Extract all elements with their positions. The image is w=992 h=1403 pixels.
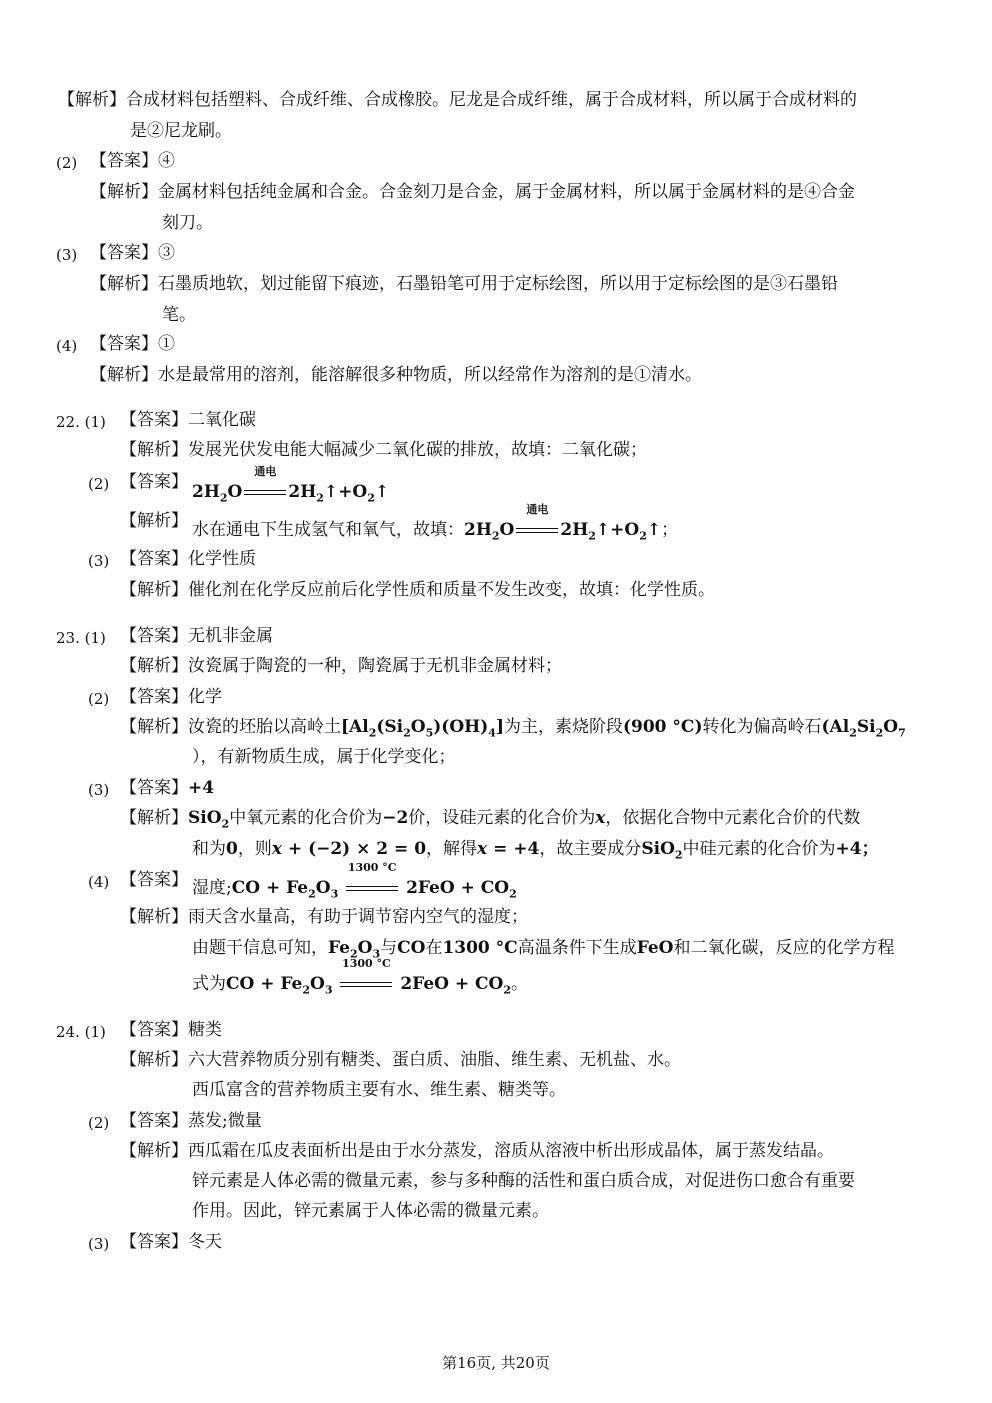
q23-4-number: (4) [88,873,110,891]
q23-4-explanation-line2: 由题干信息可知，$Fe_2O_3$与CO在1300 °C高温条件下生成FeO和二氧化碳，反应的化学方程 [192,938,895,961]
q23-4-answer: 湿度;CO + $Fe_2O_3$ 1300 °C $2FeO + CO_2$ [192,861,517,901]
q22-2-answer [120,471,188,493]
answer-value: +4 [188,778,215,798]
text: 中氧元素的化合价为 [229,808,383,828]
semicolon: ； [661,520,679,540]
q24-1-answer: 【答案】糖类 [120,1020,222,1040]
reaction-condition: 1300 °C [342,957,391,970]
q22-3-number: (3) [88,552,110,570]
valence: −2 [382,808,409,828]
reaction-condition: 通电 [254,465,277,478]
q22-1-answer: 【答案】二氧化碳 [120,410,256,430]
reaction-condition: 1300 °C [347,861,397,874]
q23-1-explanation: 【解析】汝瓷属于陶瓷的一种，陶瓷属于无机非金属材料； [120,656,562,676]
temperature: 1300 °C [442,938,518,958]
q22-number: 22. (1) [56,413,106,431]
q23-4-explanation-line1: 【解析】雨天含水量高，有助于调节窑内空气的湿度； [120,907,528,927]
q24-3-number: (3) [88,1235,110,1253]
text: ，解得 [426,839,478,859]
q23-1-answer: 【答案】无机非金属 [120,626,273,646]
text: 和为 [192,839,226,859]
text: 式为 [192,974,226,994]
text: 价，设硅元素的化合价为 [408,808,596,828]
q21-4-explanation: 【解析】水是最常用的溶剂，能溶解很多种物质，所以经常作为溶剂的是①清水。 [90,365,702,385]
q24-2-explanation-line3: 作用。因此，锌元素属于人体必需的微量元素。 [192,1201,549,1221]
q21-2-explanation-line2: 刻刀。 [162,213,213,233]
text: ，则 [237,839,272,859]
explanation-text: 水在通电下生成氢气和氧气，故填： [192,520,464,540]
temperature: (900 °C) [622,717,703,737]
q23-2-answer: 【答案】化学 [120,687,222,707]
q21-2-explanation-line1: 【解析】金属材料包括纯金属和合金。合金刻刀是合金，属于金属材料，所以属于金属材料的是④合金 [90,182,855,202]
q24-2-answer: 【答案】蒸发;微量 [120,1111,262,1131]
page-footer: 第16页, 共20页 [442,1354,550,1372]
q24-number: 24. (1) [56,1023,106,1041]
zero: 0 [226,839,238,859]
q23-3-explanation-line1: 【解析】SiO$_2$中氧元素的化合价为−2价，设硅元素的化合价为x，依据化合物中元素化合价的代数 [120,808,861,831]
answer-label: 【答案】 [120,778,188,798]
q23-2-explanation-line1: 【解析】汝瓷的坯胎以高岭土$[Al_2(Si_2O_5)(OH)_4]$为主，素烧阶段(900 °C)转化为偏高岭石($Al_2Si_2O_7$ [120,717,906,740]
q21-3-explanation-line1: 【解析】石墨质地软，划过能留下痕迹，石墨铅笔可用于定标绘图，所以用于定标绘图的是③石墨铅 [90,274,838,294]
q22-3-answer: 【答案】化学性质 [120,549,256,569]
q21-3-explanation-line2: 笔。 [162,305,196,325]
q22-2-explanation-label: 【解析】 [120,511,188,531]
q21-4-answer: 【答案】① [90,334,175,354]
q24-2-number: (2) [88,1114,110,1132]
q24-2-explanation-line2: 锌元素是人体必需的微量元素，参与多种酶的活性和蛋白质合成，对促进伤口愈合有重要 [192,1171,855,1191]
q22-2-number: (2) [88,475,110,493]
text: 和二氧化碳，反应的化学方程 [673,938,895,958]
q21-3-answer: 【答案】③ [90,243,175,263]
reaction-condition: 通电 [526,503,549,516]
q23-4-answer-label: 【答案】 [120,870,188,890]
text: 由题干信息可知， [192,938,328,958]
q23-4-explanation-line3: 式为CO + $Fe_2O_3$ 1300 °C $2FeO + CO_2$。 [192,957,529,997]
text: ，依据化合物中元素化合价的代数 [605,808,861,828]
answer-text: 湿度; [192,878,232,898]
electrolysis-equation-answer: $2H_2O$ 通电 $2H_2↑+O_2↑$ [192,465,390,505]
q22-2-explanation: 水在通电下生成氢气和氧气，故填：$2H_2O$ 通电 $2H_2↑+O_2↑$； [192,503,679,543]
q21-1-explanation-line1: 【解析】合成材料包括塑料、合成纤维、合成橡胶。尼龙是合成纤维，属于合成材料，所以属于合成材料的 [58,90,857,110]
explanation-label: 【解析】 [120,808,188,828]
text: 高温条件下生成 [517,938,637,958]
text: 为主，素烧阶段 [503,717,623,737]
answer-label: 【答案】 [120,472,188,492]
q21-2-answer: 【答案】④ [90,151,175,171]
text: 转化为偏高岭石 [702,717,822,737]
text: 与 [380,938,398,958]
q24-1-explanation-line1: 【解析】六大营养物质分别有糖类、蛋白质、油脂、维生素、无机盐、水。 [120,1050,681,1070]
text: 在 [425,938,443,958]
q23-2-number: (2) [88,690,110,708]
q21-3-number: (3) [56,246,78,264]
q24-2-explanation-line1: 【解析】西瓜霜在瓜皮表面析出是由于水分蒸发，溶质从溶液中析出形成晶体，属于蒸发结晶。 [120,1141,834,1161]
text: 中硅元素的化合价为 [682,839,836,859]
q23-number: 23. (1) [56,629,106,647]
text: 【解析】汝瓷的坯胎以高岭土 [120,717,341,737]
q21-4-number: (4) [56,337,78,355]
q23-3-explanation-line2: 和为0，则x + (−2) × 2 = 0，解得x = +4，故主要成分SiO$_2$中硅元素的化合价为+4； [192,839,879,862]
q22-1-explanation: 【解析】发展光伏发电能大幅减少二氧化碳的排放，故填：二氧化碳； [120,440,647,460]
q21-1-explanation-line2: 是②尼龙刷。 [130,121,232,141]
q24-3-answer: 【答案】冬天 [120,1232,222,1252]
text: ，故主要成分 [539,839,642,859]
q24-1-explanation-line2: 西瓜富含的营养物质主要有水、维生素、糖类等。 [192,1080,566,1100]
q21-2-number: (2) [56,154,78,172]
valence-result: +4； [835,839,879,859]
q23-2-explanation-line2: ），有新物质生成，属于化学变化； [192,747,456,767]
q23-3-number: (3) [88,781,110,799]
q22-3-explanation: 【解析】催化剂在化学反应前后化学性质和质量不发生改变，故填：化学性质。 [120,580,715,600]
period: 。 [511,974,529,994]
q23-3-answer [120,777,214,799]
